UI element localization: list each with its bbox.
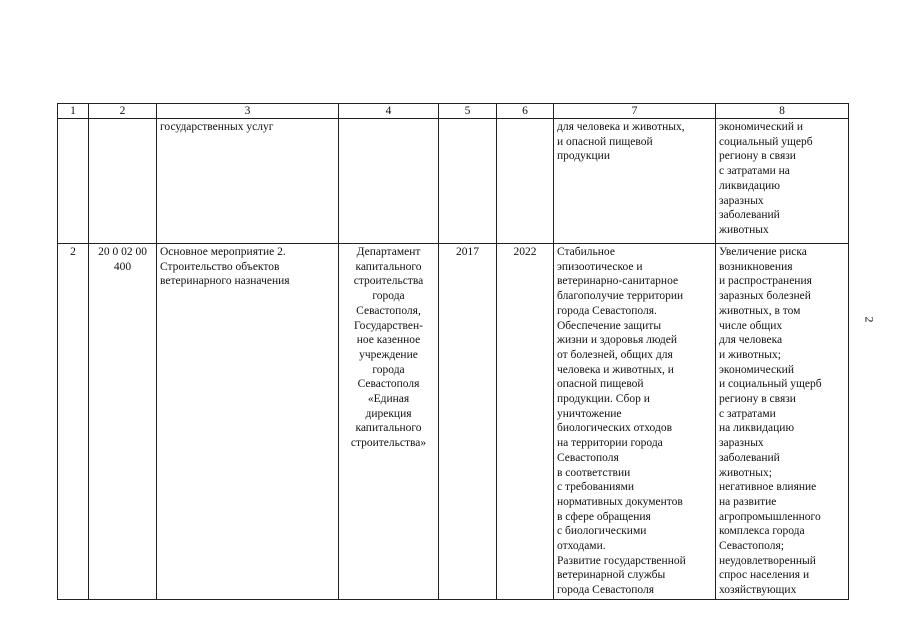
header-cell: 5 — [439, 104, 497, 119]
header-cell: 2 — [89, 104, 157, 119]
cell-executor — [339, 119, 439, 244]
table-row-continuation — [58, 119, 849, 244]
cell-executor: Департамент капитального строительства города Севастополя, Государствен- ное казенное учреждение города Севастополя «Единая дирекция капитального строительства» — [339, 244, 439, 600]
header-cell: 6 — [497, 104, 554, 119]
cell-code — [89, 119, 157, 244]
cell-result: для человека и животных, и опасной пищевой продукции — [554, 119, 716, 244]
cell-start-year — [439, 119, 497, 244]
header-cell: 7 — [554, 104, 716, 119]
header-cell: 8 — [716, 104, 849, 119]
header-cell: 1 — [58, 104, 89, 119]
program-table — [57, 103, 849, 600]
cell-result: Стабильное эпизоотическое и ветеринарно-санитарное благополучие территории города Севастополя. Обеспечение защиты жизни и здоровья людей от болезней, общих для человека и животных, и опасной пищевой продукции. Сбор и уничтожение биологических отходов на территории города Севастополя в соответствии с требованиями нормативных документов в сфере обращения с биологическими отходами. Развитие государственной ветеринарной службы города Севастополя — [554, 244, 716, 600]
cell-consequences: экономический и социальный ущерб региону в связи с затратами на ликвидацию заразных заболеваний животных — [716, 119, 849, 244]
cell-number — [58, 119, 89, 244]
cell-name: государственных услуг — [157, 119, 339, 244]
cell-end-year: 2022 — [497, 244, 554, 600]
cell-number: 2 — [58, 244, 89, 600]
cell-consequences: Увеличение риска возникновения и распространения заразных болезней животных, в том числе общих для человека и животных; экономический и социальный ущерб региону в связи с затратами на ликвидацию заразных заболеваний животных; негативное влияние на развитие агропромышленного комплекса города Севастополя; неудовлетворенный спрос населения и хозяйствующих — [716, 244, 849, 600]
header-cell: 3 — [157, 104, 339, 119]
table-row-2 — [58, 244, 849, 600]
cell-name: Основное мероприятие 2. Строительство объектов ветеринарного назначения — [157, 244, 339, 600]
cell-end-year — [497, 119, 554, 244]
page-number: 2 — [862, 316, 877, 323]
header-cell: 4 — [339, 104, 439, 119]
cell-start-year: 2017 — [439, 244, 497, 600]
cell-code: 20 0 02 00 400 — [89, 244, 157, 600]
header-row — [58, 104, 849, 119]
